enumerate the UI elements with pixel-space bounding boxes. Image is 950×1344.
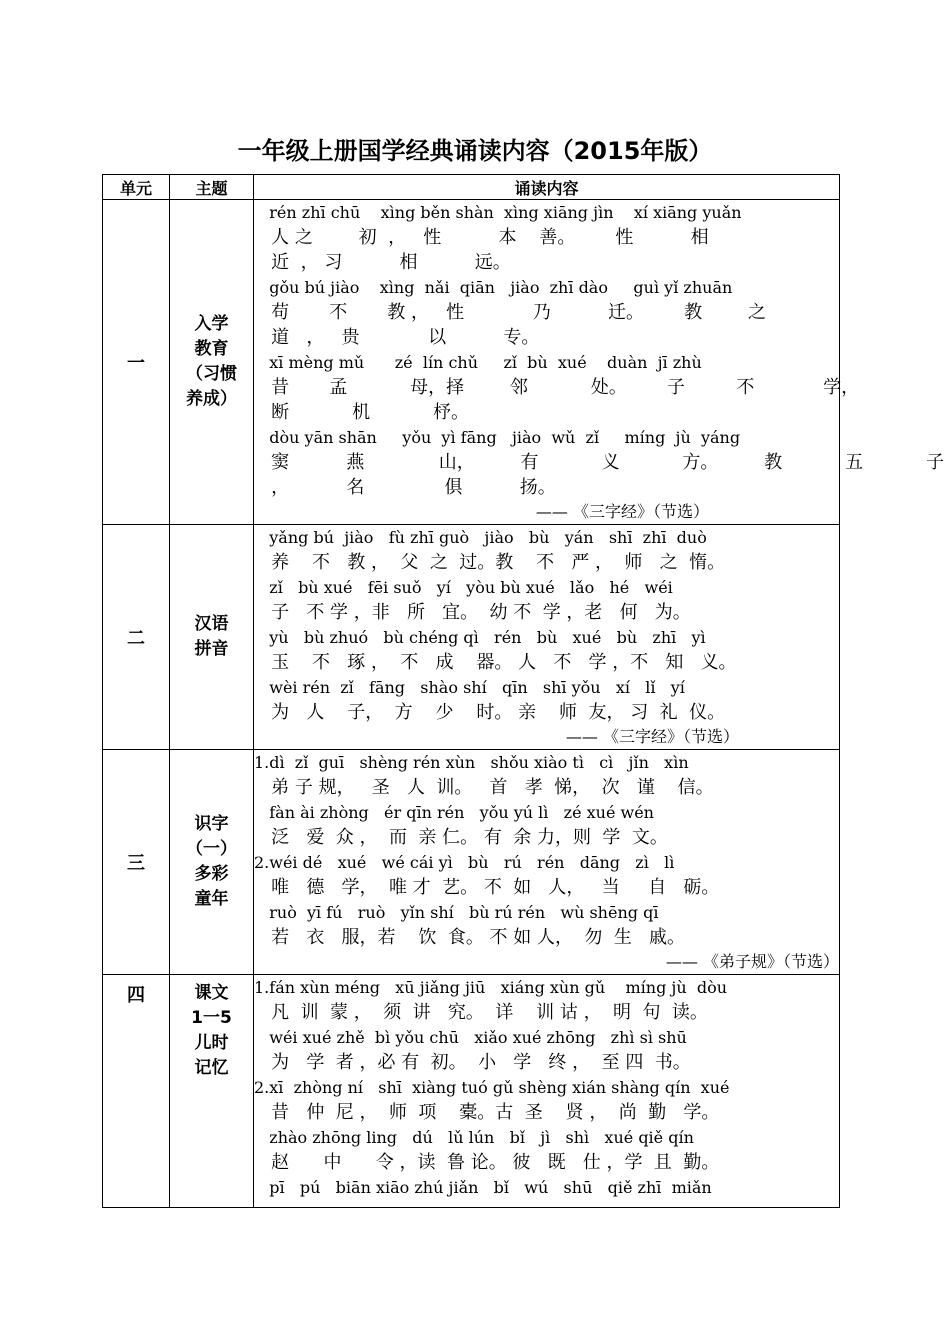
unit-cell: 一 [103,200,170,525]
pinyin-line: ruò yī fú ruò yǐn shí bù rú rén wù shēng qī [254,903,659,922]
theme-line: 识字 [194,814,229,834]
text-line: 玉 不 琢 ， 不 成 器。 人 不 学 ，不 知 义。 [254,652,737,673]
theme-cell [170,975,254,1208]
pinyin-line: yǎng bú jiào fù zhī guò jiào bù yán shī zhī duò [254,528,707,547]
table-row [103,200,840,525]
pinyin-line: fàn ài zhòng ér qīn rén yǒu yú lì zé xué wén [254,803,654,822]
source-attribution: —— 《弟子规》（节选） [665,952,839,971]
pinyin-line: 2.xī zhòng ní shī xiàng tuó gǔ shèng xián shàng qín xué [254,1078,730,1097]
text-line: 为 人 子， 方 少 时。 亲 师 友， 习 礼 仪。 [254,702,726,723]
pinyin-line: yù bù zhuó bù chéng qì rén bù xué bù zhī yì [254,628,706,647]
text-line: 道 ， 贵 以 专。 [254,327,540,348]
header-unit: 单元 [103,175,170,200]
content-cell [254,525,840,750]
theme-line: 多彩 [194,864,229,884]
pinyin-line: rén zhī chū xìng běn shàn xìng xiāng jìn xí xiāng yuǎn [254,203,742,222]
pinyin-line: gǒu bú jiào xìng nǎi qiān jiào zhī dào guì yǐ zhuān [254,278,733,297]
text-line: 人 之 初 ， 性 本 善。 性 相 [254,227,709,248]
unit-cell: 四 [103,975,170,1208]
recitation-table [102,174,945,1208]
theme-line: 1一5 [191,1008,232,1028]
theme-cell [170,750,254,975]
text-line: 苟 不 教 ， 性 乃 迁。 教 之 [254,302,766,323]
text-line: 养 不 教 ， 父 之 过。教 不 严 ， 师 之 惰。 [254,552,726,573]
theme-line: 拼音 [194,639,229,659]
text-line: 凡 训 蒙 ， 须 讲 究。 详 训 诂 ， 明 句 读。 [254,1002,708,1023]
pinyin-line: 1.fán xùn méng xū jiǎng jiū xiáng xùn gǔ míng jù dòu [254,978,728,997]
content-cell [254,750,840,975]
pinyin-line: zǐ bù xué fēi suǒ yí yòu bù xué lǎo hé wéi [254,578,673,597]
text-line: 唯 德 学， 唯 才 艺。 不 如 人， 当 自 砺。 [254,877,720,898]
header-theme: 主题 [170,175,254,200]
text-line: 窦 燕 山， 有 义 方。 教 五 子 [254,452,945,473]
pinyin-line: 1.dì zǐ guī shèng rén xùn shǒu xiào tì cì jǐn xìn [254,753,689,772]
theme-line: 养成） [186,389,237,409]
pinyin-line: dòu yān shān yǒu yì fāng jiào wǔ zǐ míng jù yáng [254,428,741,447]
theme-cell [170,200,254,525]
content-cell [254,200,945,525]
text-line: 赵 中 令 ，读 鲁 论。 彼 既 仕 ，学 且 勤。 [254,1152,720,1173]
text-line: 为 学 者 ，必 有 初。 小 学 终 ， 至 四 书。 [254,1052,691,1073]
pinyin-line: xī mèng mǔ zé lín chǔ zǐ bù xué duàn jī zhù [254,353,702,372]
text-line: 昔 仲 尼 ， 师 项 橐。古 圣 贤 ， 尚 勤 学。 [254,1102,720,1123]
pinyin-line: 2.wéi dé xué wé cái yì bù rú rén dāng zì lì [254,853,675,872]
theme-line: 入学 [194,314,229,334]
pinyin-line: zhào zhōng ling dú lǔ lún bǐ jì shì xué qiě qín [254,1128,694,1147]
source-attribution: —— 《三字经》（节选） [565,727,739,746]
pinyin-line: pī pú biān xiāo zhú jiǎn bǐ wú shū qiě zhī miǎn [254,1178,712,1197]
content-cell [254,975,840,1208]
source-attribution: —— 《三字经》（节选） [535,502,709,521]
text-line: 泛 爱 众 ， 而 亲 仁。 有 余 力，则 学 文。 [254,827,668,848]
theme-line: （一） [186,839,237,859]
text-line: 若 衣 服，若 饮 食。 不 如 人， 勿 生 戚。 [254,927,686,948]
theme-line: 汉语 [194,614,229,634]
table-row [103,750,840,975]
text-line: 断 机 杼。 [254,402,470,423]
text-line: 弟 子 规， 圣 人 训。 首 孝 悌， 次 谨 信。 [254,777,714,798]
pinyin-line: wéi xué zhě bì yǒu chū xiǎo xué zhōng zhì sì shū [254,1028,687,1047]
pinyin-line: wèi rén zǐ fāng shào shí qīn shī yǒu xí lǐ yí [254,678,685,697]
text-line: 近 ， 习 相 远。 [254,252,511,273]
table-row [103,525,840,750]
header-content: 诵读内容 [254,175,840,200]
theme-line: 儿时 [194,1033,229,1053]
unit-cell: 二 [103,525,170,750]
text-line: 子 不 学 ，非 所 宜。 幼 不 学 ，老 何 为。 [254,602,691,623]
theme-line: （习惯 [186,364,237,384]
theme-line: 课文 [194,983,229,1003]
text-line: 昔 孟 母，择 邻 处。 子 不 学， [254,377,860,398]
unit-cell: 三 [103,750,170,975]
text-line: ， 名 俱 扬。 [254,477,556,498]
table-header-row [103,175,840,200]
table-row [103,975,840,1208]
theme-line: 童年 [194,889,229,909]
theme-line: 教育 [194,339,229,359]
theme-line: 记忆 [194,1058,229,1078]
page-title: 一年级上册国学经典诵读内容（2015年版） [237,137,713,165]
theme-cell [170,525,254,750]
